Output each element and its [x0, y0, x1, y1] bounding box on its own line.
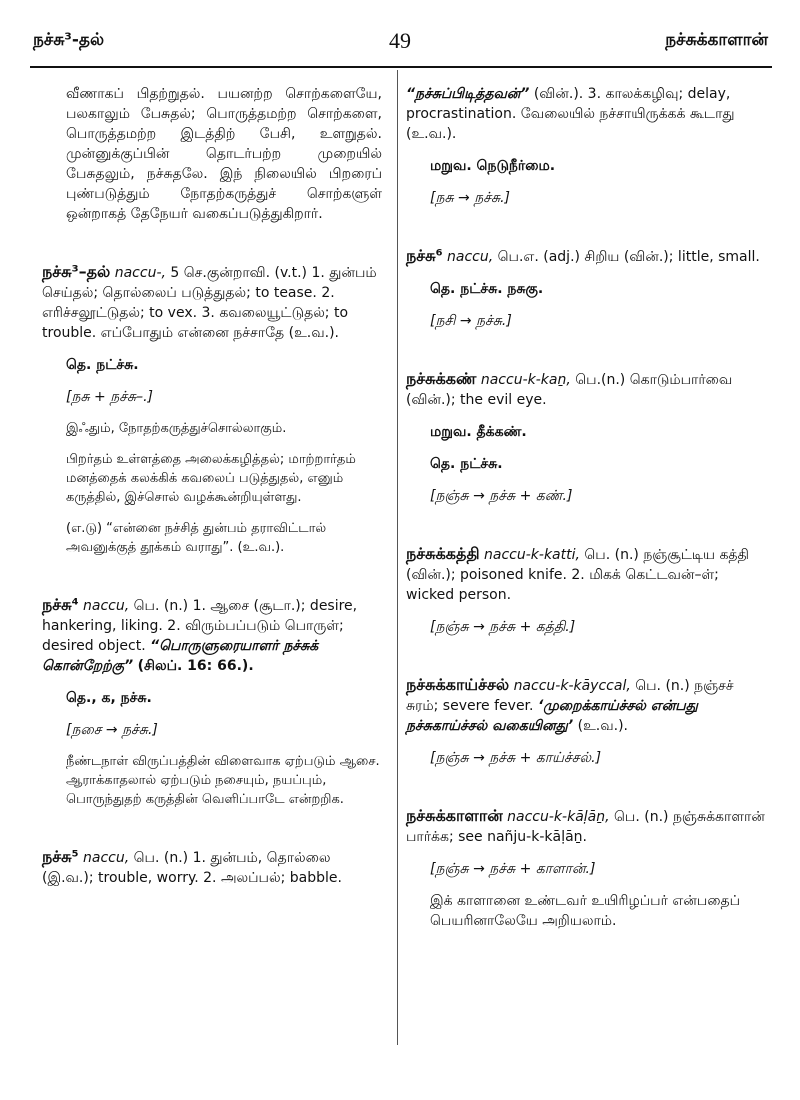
entry-etymology: [நஞ்சு → நச்சு + கண்.] — [430, 488, 573, 504]
entry-headword: நச்சுக்காளான் — [406, 806, 503, 825]
entry-note: இஃதும், நோதற்கருத்துச்சொல்லாகும். — [66, 421, 287, 436]
entry-romanization: naccu, — [447, 249, 494, 265]
intro-paragraph: வீணாகப் பிதற்றுதல். பயனற்ற சொற்களையே, பலகாலும் பேசுதல்; பொருத்தமற்ற சொற்களை, பொருத்தமற்ற இடத்திற் பேசி, உளறுதல். முன்னுக்குப்பின் தொடர்பற்ற முறையில் பேசுதலும், நச்சுதலே. இந் நிலையில் பிறரைப் புண்படுத்தும் நோதற்கருத்துச் சொற்களுள் ஒன்றாகத் தேநேயர் வகைப்படுத்துகிறார். — [66, 86, 382, 222]
entry-quotation: ‘முறைக்காய்ச்சல் என்பது நச்சுகாய்ச்சல் வகையினது’ — [406, 698, 698, 734]
entry-romanization: naccu, — [83, 598, 130, 614]
entry-citation: (சிலப். 16: 66.). — [137, 658, 254, 674]
entry-citation: (உ.வ.). — [577, 718, 628, 734]
entry-note: பிறர்தம் உள்ளத்தை அலைக்கழித்தல்; மாற்றார்தம் மனத்தைக் கலக்கிக் கவலைப் படுத்துதல், எனும் கருத்தில், இச்சொல் வழக்கூன்றியுள்ளது. — [66, 452, 356, 505]
entry-quotation: “பொருளுரையாளர் நச்சுக் கொன்றேற்கு” — [42, 638, 319, 674]
entry-headword: நச்சு⁶ — [406, 246, 443, 265]
entry-naccukkan — [406, 369, 768, 410]
entry-cognate: தெ. நட்ச்சு. நசுகு. — [430, 281, 544, 297]
entry-cognate: தெ. நட்ச்சு. — [66, 357, 139, 373]
entry-synonym: மறுவ. தீக்கண். — [430, 424, 527, 440]
entry-naccu4 — [42, 595, 382, 676]
entry-naccukkaaycal — [406, 675, 768, 736]
entry-romanization: naccu-k-kāḷāṉ, — [507, 809, 610, 825]
entry-headword: நச்சுக்காய்ச்சல் — [406, 675, 510, 694]
entry-definition: பெ. (n.) நஞ்சச் சுரம்; severe fever. — [406, 678, 734, 714]
entry-etymology: [நசி → நச்சு.] — [430, 313, 512, 329]
entry-continuation — [406, 84, 768, 144]
right-column — [406, 84, 768, 943]
entry-headword: நச்சுக்கண் — [406, 369, 477, 388]
entry-naccu5 — [42, 847, 382, 888]
header-rule — [30, 66, 772, 68]
entry-naccu3 — [42, 262, 382, 343]
entry-definition: பெ.எ. (adj.) சிறிய (வின்.); little, small. — [497, 249, 760, 265]
entry-headword: நச்சு⁴ — [42, 595, 79, 614]
entry-etymology: [நஞ்சு → நச்சு + காய்ச்சல்.] — [430, 750, 602, 766]
running-head-left: நச்சு³-தல் — [33, 30, 105, 50]
entry-headword: நச்சு⁵ — [42, 847, 79, 866]
entry-etymology: [நஞ்சு → நச்சு + காளான்.] — [430, 861, 596, 877]
entry-naccu6 — [406, 246, 768, 267]
entry-note: நீண்டநாள் விருப்பத்தின் விளைவாக ஏற்படும் ஆசை. ஆராக்காதலால் ஏற்படும் நசையும், நயப்பும், பொருந்துதற் கருத்தின் வெளிப்பாடே என்றறிக. — [66, 754, 380, 807]
entry-cognate: தெ. நட்ச்சு. — [430, 456, 503, 472]
entry-definition: (வின்.). 3. காலக்கழிவு; delay, procrastination. வேலையில் நச்சாயிருக்கக் கூடாது (உ.வ.). — [406, 86, 735, 142]
entry-headword: நச்சு³–தல் — [42, 262, 111, 281]
left-column — [42, 84, 382, 900]
entry-definition: பெ. (n.) 1. துன்பம், தொல்லை (இ.வ.); trouble, worry. 2. அலப்பல்; babble. — [42, 850, 342, 886]
entry-romanization: naccu-k-kaṉ, — [480, 372, 571, 388]
entry-etymology: [நசை → நச்சு.] — [66, 722, 158, 738]
entry-romanization: naccu-k-kāyccal, — [513, 678, 631, 694]
entry-etymology: [நஞ்சு → நச்சு + கத்தி.] — [430, 619, 576, 635]
entry-definition: பெ. (n.) 1. ஆசை (சூடா.); desire, hankering, liking. 2. விரும்பப்படும் பொருள்; desired object. — [42, 598, 358, 654]
entry-romanization: naccu-, — [114, 265, 166, 281]
entry-quotation: “நச்சுப்பிடித்தவன்” — [406, 86, 530, 102]
entry-note: இக் காளானை உண்டவர் உயிரிழப்பர் என்பதைப் பெயரினாலேயே அறியலாம். — [430, 893, 741, 929]
entry-naccukkaalaan — [406, 806, 768, 847]
column-divider — [397, 70, 398, 1045]
entry-definition: 5 செ.குன்றாவி. (v.t.) 1. துன்பம் செய்தல்; தொல்லைப் படுத்துதல்; to tease. 2. எரிச்சலூட்டுதல்; to vex. 3. கவலையூட்டுதல்; to trouble. எப்போதும் என்னை நச்சாதே (உ.வ.). — [42, 265, 377, 341]
entry-naccukkatti — [406, 544, 768, 605]
entry-cognate: தெ., க, நச்சு. — [66, 690, 152, 706]
entry-example: (எ.டு) “என்னை நச்சித் துன்பம் தராவிட்டால் அவனுக்குத் தூக்கம் வராது”. (உ.வ.). — [66, 521, 327, 555]
entry-romanization: naccu-k-katti, — [484, 547, 580, 563]
entry-etymology: [நசு → நச்சு.] — [430, 190, 510, 206]
page-number: 49 — [389, 28, 411, 53]
entry-definition: பெ. (n.) நஞ்சூட்டிய கத்தி (வின்.); poisoned knife. 2. மிகக் கெட்டவன்–ள்; wicked person. — [406, 547, 750, 603]
running-head-right: நச்சுக்காளான் — [665, 30, 768, 50]
entry-headword: நச்சுக்கத்தி — [406, 544, 480, 563]
entry-synonym: மறுவ. நெடுநீர்மை. — [430, 158, 556, 174]
entry-definition: பெ.(n.) கொடும்பார்வை (வின்.); the evil eye. — [406, 372, 733, 408]
entry-romanization: naccu, — [83, 850, 130, 866]
entry-definition: பெ. (n.) நஞ்சுக்காளான் பார்க்க; see nañju-k-kāḷāṉ. — [406, 809, 765, 845]
entry-etymology: [நசு + நச்சு–.] — [66, 389, 153, 405]
